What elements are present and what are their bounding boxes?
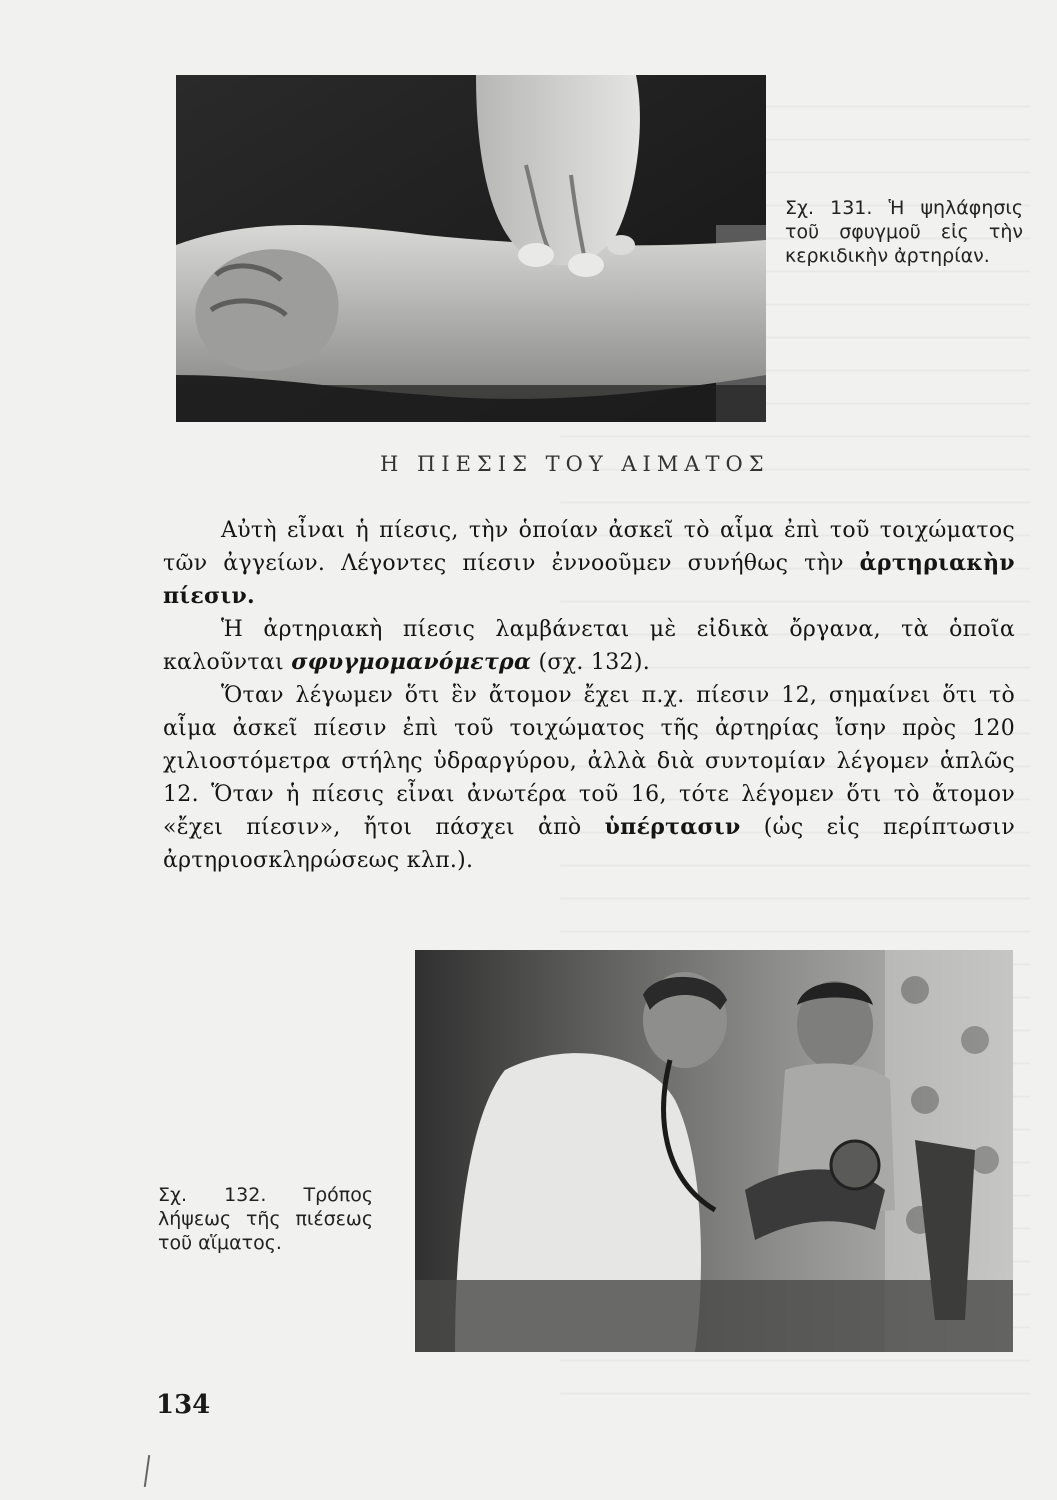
paragraph-3	[163, 679, 1015, 877]
paragraph-3-text: Ὅταν λέγωμεν ὅτι ἓν ἄτομον ἔχει π.χ. πίεσιν 12, σημαίνει ὅτι τὸ αἷμα ἀσκεῖ πίεσιν ἐπὶ τοῦ τοιχώματος τῆς ἀρτηρίας ἴσην πρὸς 120 χιλιοστόμετρα στήλης ὑδραργύρου, ἀλλὰ διὰ συντομίαν λέγομεν ἁπλῶς 12. Ὅταν ἡ πίεσις εἶναι ἀνωτέρα τοῦ 16, τότε λέγομεν ὅτι τὸ ἄτομον «ἔχει πίεσιν», ἤτοι πάσχει ἀπὸ	[163, 683, 1015, 840]
paragraph-2	[163, 613, 1015, 679]
paragraph-2-bold-term: σφυγμομανόμετρα	[291, 649, 532, 675]
paragraph-3-text-end: (ὡς εἰς περίπτωσιν ἀρτηριοσκληρώσεως κλπ.).	[163, 815, 1015, 873]
figure-132-photo	[415, 950, 1013, 1352]
paragraph-3-bold-term: ὑπέρτασιν	[604, 814, 741, 840]
paragraph-2-text-end: (σχ. 132).	[531, 650, 650, 675]
blood-pressure-photo-icon	[415, 950, 1013, 1352]
figure-132-caption: Σχ. 132. Τρόπος λήψεως τῆς πιέσεως τοῦ αἵματος.	[158, 1184, 373, 1254]
body-text	[163, 514, 1015, 877]
section-heading: Η ΠΙΕΣΙΣ ΤΟΥ ΑΙΜΑΤΟΣ	[380, 452, 770, 476]
figure-131-photo	[176, 75, 766, 422]
paragraph-1-text: Αὐτὴ εἶναι ἡ πίεσις, τὴν ὁποίαν ἀσκεῖ τὸ αἷμα ἐπὶ τοῦ τοιχώματος τῶν ἀγγείων. Λέγοντες πίεσιν ἐννοοῦμεν συνήθως τὴν	[163, 518, 1015, 576]
figure-131-caption: Σχ. 131. Ἡ ψηλάφησις τοῦ σφυγμοῦ εἰς τὴν κερκιδικὴν ἀρτηρίαν.	[785, 197, 1023, 267]
pencil-mark	[144, 1455, 150, 1487]
paragraph-1-bold-term: ἀρτηριακὴν πίεσιν.	[163, 550, 1015, 609]
hand-pulse-photo-icon	[176, 75, 766, 422]
page-number: 134	[156, 1390, 211, 1420]
paragraph-1	[163, 514, 1015, 613]
paragraph-2-text: Ἡ ἀρτηριακὴ πίεσις λαμβάνεται μὲ εἰδικὰ ὄργανα, τὰ ὁποῖα καλοῦνται	[163, 617, 1015, 675]
